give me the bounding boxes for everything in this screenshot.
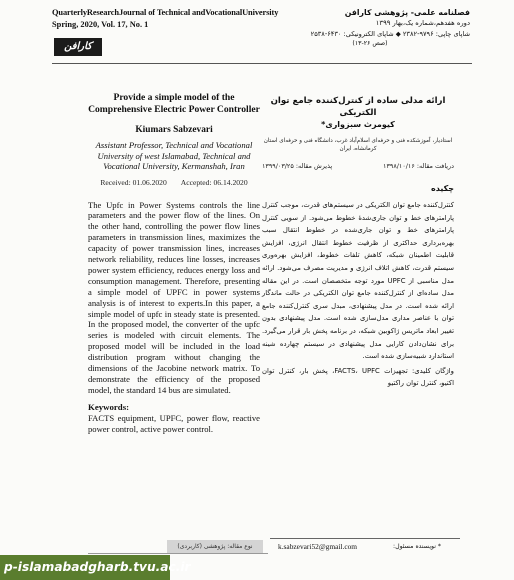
author-email: k.sabzevari52@gmail.com: [278, 542, 358, 551]
english-author: Kiumars Sabzevari: [135, 125, 213, 135]
english-keywords-heading: Keywords:: [88, 401, 130, 412]
english-affiliation: Assistant Professor, Technical and Vocational University of west Islamabad, Technical and Vocational University, Kermanshah, Iran: [95, 140, 253, 171]
journal-title-en: QuarterlyResearchJournal of Technical andVocationalUniversity: [52, 8, 279, 17]
footnote-divider: [270, 538, 460, 539]
journal-volume-fa: دوره هفدهم،شماره یک،بهار ۱۳۹۹: [375, 19, 470, 27]
persian-abstract-heading: چکیده: [430, 184, 454, 193]
persian-received: دریافت مقاله: ۱۳۹۸/۱۰/۱۶: [383, 162, 454, 170]
english-abstract: The Upfc in Power Systems controls the line parameters and the power flow of the lines. On the other hand, controlling the power flow lines parameters in transmission lines, maximizes the capacity of power transmission lines, increases network reliability, reduces line losses, increases power system efficiency, reduces energy loss and consumption management. Therefore, presenting a simple model of UPFC in power systems analysis is of interest to experts.In this paper, a simple model of upfc in steady state is presented. In the proposed model, the converter of the upfc series is modeled with circuit elements. The proposed model will be included in the load distribution program without changing the dimensions of the Jacobine network matrix. To demonstrate the efficiency of the proposed model, the standard 14 bus are simulated.: [88, 199, 260, 395]
header-english: [52, 8, 279, 52]
english-dates: [88, 178, 260, 187]
footer-line: [88, 553, 268, 554]
english-keywords: FACTS equipment, UPFC, power flow, reactive power control, active power control.: [88, 412, 260, 434]
english-title: Provide a simple model of the Comprehensive Electric Power Controller: [88, 92, 260, 115]
journal-header: [52, 8, 470, 60]
persian-accepted: پذیرش مقاله: ۱۳۹۹/۰۳/۲۵: [262, 162, 333, 170]
persian-author: کیومرث سبزواری*: [321, 120, 395, 129]
corresponding-author-label: * نویسنده مسئول:: [393, 543, 442, 550]
persian-keywords: واژگان کلیدی: تجهیزات FACTS، UPFC، پخش بار، کنترل توان اکتیو، کنترل توان راکتیو: [262, 366, 454, 388]
journal-logo: کارافن: [54, 38, 102, 56]
article-type-box: نوع مقاله: پژوهشی (کاربردی): [167, 540, 263, 554]
persian-title: ارائه مدلی ساده از کنترل‌کننده جامع توان الکتریکی: [270, 96, 446, 118]
header-persian: [270, 8, 470, 47]
journal-pages-fa: (صص ۲۶-۱۳): [352, 40, 388, 47]
site-watermark: p-islamabadgharb.tvu.ac.ir: [0, 555, 170, 580]
persian-affiliation: استادیار، آموزشکده فنی و حرفه‌ای اسلام‌آباد غرب، دانشگاه فنی و حرفه‌ای استان کرمانشاه، ایران: [263, 138, 453, 152]
persian-dates: [262, 162, 454, 170]
english-received: Received: 01.06.2020: [100, 177, 167, 187]
journal-title-fa: فصلنامه علمی- پژوهشی کارافن: [344, 8, 470, 17]
journal-issn-fa: شاپای چاپی: ۹۷۹۶-۲۳۸۲ ◆ شاپای الکترونیکی: ۶۴۳۰-۲۵۳۸: [310, 30, 470, 38]
header-divider: [52, 63, 472, 64]
persian-abstract: کنترل‌کننده جامع توان الکتریکی در سیستم‌های قدرت، موجب کنترل پارامترهای خط و توان جاری‌شدهٔ خطوط می‌شود. از سویی کنترل پارامترهای خط و توان جاری‌شده در خطوط انتقال سبب بهره‌برداری حداکثری از ظرفیت خطوط انتقال انرژی، افزایش قابلیت اطمینان شبکه، کاهش تلفات خطوط، افزایش بهره‌وری سیستم قدرت، کاهش اتلاف انرژی و مدیریت مصرف می‌شود. ارائه مدل مناسبی از UPFC مورد توجه متخصصان است. در این مقاله مدل ساده‌ای از کنترل‌کننده جامع توان الکتریکی در حالت ماندگار ارائه شده است. در مدل پیشنهادی، مبدل سری کنترل‌کننده جامع توان با عناصر مداری مدل‌سازی شده است. مدل پیشنهادی بدون تغییر ابعاد ماتریس ژاکوبین شبکه، در برنامه پخش بار قرار می‌گیرد. برای نشان‌دادن کارایی مدل پیشنهادی در سیستم چهارده شینه استاندارد شبیه‌سازی شده است.: [262, 201, 454, 361]
persian-column: [262, 92, 454, 390]
english-accepted: Accepted: 06.14.2020: [180, 177, 248, 187]
english-column: [88, 92, 260, 435]
journal-volume-en: Spring, 2020, Vol. 17, No. 1: [52, 20, 149, 29]
